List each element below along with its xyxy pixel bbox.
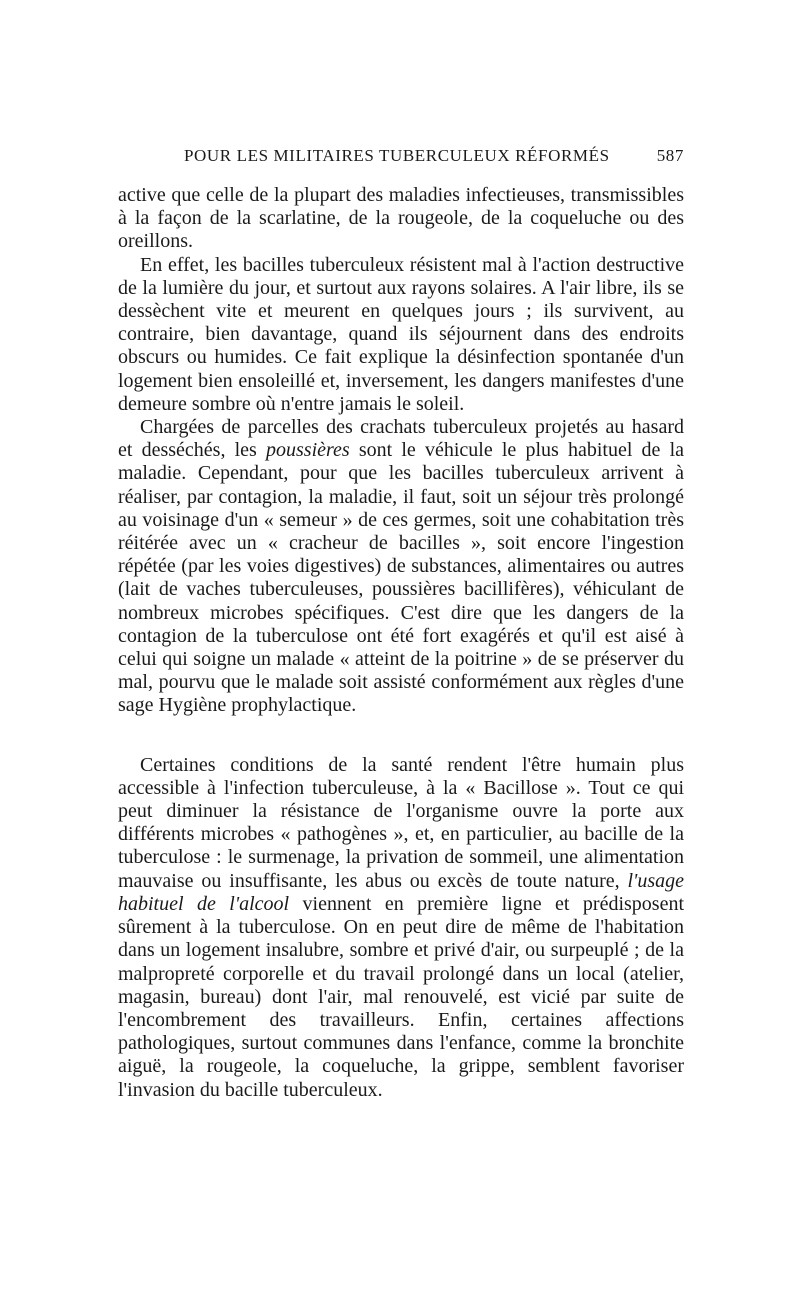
paragraph-text-before: Chargées de parcelles des crachats tuberculeux projetés au hasard et desséchés, les [118,416,684,462]
page-header [118,146,684,172]
emphasis-alcool: l'usage habituel de l'alcool [118,869,684,915]
paragraph-poussieres [118,416,684,718]
body-text [118,184,684,1102]
page-number: 587 [656,146,684,165]
paragraph-text-after: sont le véhicule le plus habituel de la maladie. Cependant, pour que les bacilles tuberculeux arrivent à réaliser, par contagion, la maladie, il faut, soit un séjour très prolongé au voisinage d'un « semeur » de ces germes, soit une cohabitation très réitérée avec un « cracheur de bacilles », soit encore l'ingestion répétée (par les voies digestives) de substances, alimentaires ou autres (lait de vaches tuberculeuses, poussières bacillifères), véhiculant de nombreux microbes spécifiques. C'est dire que les dangers de la contagion de la tuberculose ont été fort exagérés et qu'il est aisé à celui qui soigne un malade « atteint de la poitrine » de se préserver du mal, pourvu que le malade soit assisté conformément aux règles d'une sage Hygiène prophylactique. [118,439,685,717]
paragraph-text: active que celle de la plupart des maladies infectieuses, transmissibles à la façon de la scarlatine, de la rougeole, de la coqueluche ou des oreillons. [118,184,684,253]
paragraph-text-before: Certaines conditions de la santé rendent l'être humain plus accessible à l'infection tuberculeuse, à la « Bacillose ». Tout ce qui peut diminuer la résistance de l'organisme ouvre la porte aux différents microbes « pathogènes », et, en particulier, au bacille de la tuberculose : le surmenage, la privation de sommeil, une alimentation mauvaise ou insuffisante, les abus ou excès de toute nature, [118,753,684,892]
emphasis-poussieres: poussières [266,439,350,462]
paragraph-continuation [118,184,684,254]
paragraph-bacilles [118,254,684,416]
paragraph-conditions [118,754,684,1102]
paragraph-text: En effet, les bacilles tuberculeux résistent mal à l'action destructive de la lumière du jour, et surtout aux rayons solaires. A l'air libre, ils se dessèchent vite et meurent en quelques jours ; ils survivent, au contraire, bien davantage, quand ils séjournent dans des endroits obscurs ou humides. Ce fait explique la désinfection spontanée d'un logement bien ensoleillé et, inversement, les dangers manifestes d'une demeure sombre où n'entre jamais le soleil. [118,253,684,415]
paragraph-text-after: viennent en première ligne et prédisposent sûrement à la tuberculose. On en peut dire de même de l'habitation dans un logement insalubre, sombre et privé d'air, ou surpeuplé ; de la malpropreté corporelle et du travail prolongé dans un local (atelier, magasin, bureau) dont l'air, mal renouvelé, est vicié par suite de l'encombrement des travailleurs. Enfin, certaines affections pathologiques, surtout communes dans l'enfance, comme la bronchite aiguë, la rougeole, la coqueluche, la grippe, semblent favoriser l'invasion du bacille tuberculeux. [118,892,685,1101]
running-title: POUR LES MILITAIRES TUBERCULEUX RÉFORMÉS [184,146,610,165]
